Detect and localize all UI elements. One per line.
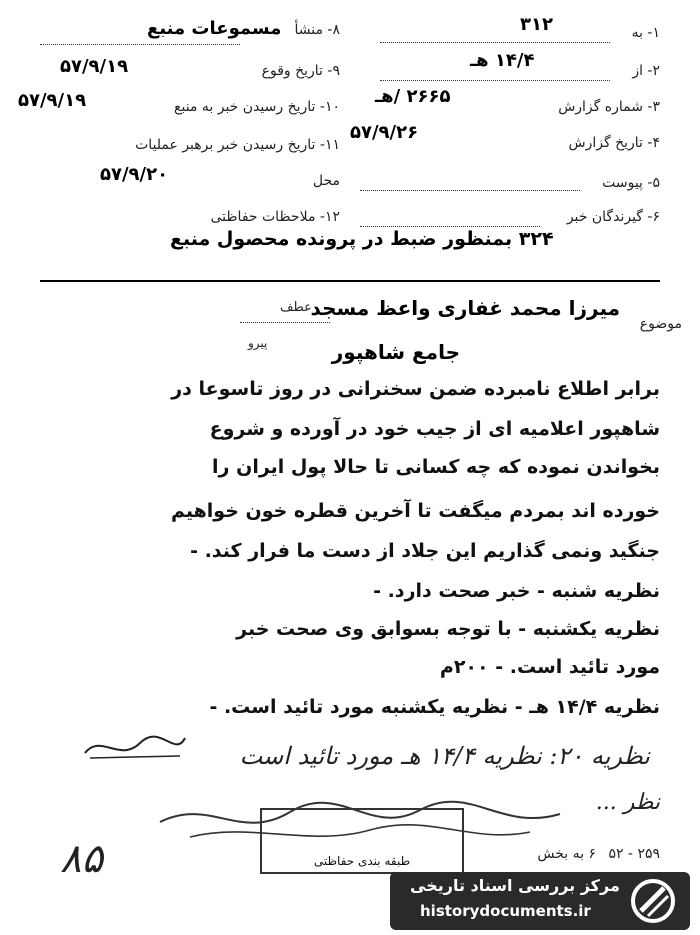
signature-scribble bbox=[80, 728, 190, 768]
field-to-value: ۳۱۲ bbox=[520, 14, 553, 35]
field-from-value: ۱۴/۴ هـ bbox=[470, 50, 535, 71]
header-field-attachment: ۵- پیوست bbox=[602, 175, 660, 191]
body-line-8: مورد تائید است. - ۲۰۰م bbox=[439, 656, 660, 678]
dotted-line bbox=[240, 322, 330, 323]
reference-line bbox=[537, 846, 660, 862]
dotted-line bbox=[380, 80, 610, 81]
body-line-1: برابر اطلاع نامبرده ضمن سخنرانی در روز تاسوعا در bbox=[171, 378, 660, 400]
header-field-source-date: ۱۰- تاریخ رسیدن خبر به منبع bbox=[174, 99, 340, 115]
subject-label: موضوع bbox=[639, 316, 682, 332]
header-field-place: محل bbox=[312, 173, 340, 189]
body-line-3: بخواندن نموده که چه کسانی تا حالا پول ایران را bbox=[212, 456, 660, 478]
classification-stamp bbox=[260, 808, 464, 874]
body-line-5: جنگید ونمی گذاریم این جلاد از دست ما فرار کند. - bbox=[190, 540, 660, 562]
dotted-line bbox=[360, 190, 580, 191]
dotted-line bbox=[40, 44, 240, 45]
page-number-handwritten: ۸۵ bbox=[60, 836, 103, 882]
watermark-org: مرکز بررسی اسناد تاریخی bbox=[410, 876, 620, 895]
field-source-date-value: ۵۷/۹/۱۹ bbox=[18, 90, 87, 111]
field-report-number-value: ۲۶۶۵ /هـ bbox=[375, 86, 451, 107]
body-line-6: نظریه شنبه - خبر صحت دارد. - bbox=[373, 580, 660, 602]
header-field-occurrence-date: ۹- تاریخ وقوع bbox=[261, 63, 340, 79]
header-field-recipients: ۶- گیرندگان خبر bbox=[566, 209, 660, 225]
field-report-date-value: ۵۷/۹/۲۶ bbox=[350, 122, 419, 143]
reference-label: ۶ به بخش bbox=[537, 846, 596, 862]
header-field-report-date: ۴- تاریخ گزارش bbox=[568, 135, 660, 151]
header-field-from: ۲- از bbox=[632, 63, 660, 79]
subject-line-2: جامع شاهپور bbox=[331, 340, 460, 364]
subject-note-peyro: پیرو bbox=[248, 336, 268, 350]
header-field-to: ۱- به bbox=[631, 25, 660, 41]
body-line-2: شاهپور اعلامیه ای از جیب خود در آورده و شروع bbox=[209, 418, 660, 440]
field-occurrence-date-value: ۵۷/۹/۱۹ bbox=[60, 56, 129, 77]
header-field-origin: ۸- منشأ مسموعات منبع bbox=[147, 18, 340, 39]
dotted-line bbox=[360, 226, 540, 227]
header-field-report-number: ۳- شماره گزارش bbox=[558, 99, 660, 115]
recipients-line: ۳۲۴ بمنظور ضبط در پرونده محصول منبع bbox=[170, 228, 554, 250]
field-place-value: ۵۷/۹/۲۰ bbox=[100, 164, 169, 185]
stamp-label: طبقه بندی حفاظتی bbox=[313, 854, 411, 868]
body-line-4: خورده اند بمردم میگفت تا آخرین قطره خون خواهیم bbox=[170, 500, 660, 522]
subject-note-atf: عطف bbox=[280, 300, 312, 315]
dotted-line bbox=[380, 42, 610, 43]
handwritten-note-2: نظر ... bbox=[595, 790, 660, 815]
reference-number: ۲۵۹ - ۵۲ bbox=[608, 846, 660, 862]
header-divider bbox=[40, 280, 660, 282]
header-field-ops-date: ۱۱- تاریخ رسیدن خبر برهبر عملیات bbox=[135, 137, 340, 153]
body-line-7: نظریه یکشنبه - با توجه بسوابق وی صحت خبر bbox=[236, 618, 660, 640]
subject-value: میرزا محمد غفاری واعظ مسجد bbox=[310, 296, 620, 320]
watermark-url: historydocuments.ir bbox=[420, 902, 591, 920]
header-field-security-notes: ۱۲- ملاحظات حفاظتی bbox=[210, 209, 340, 225]
body-line-9: نظریه ۱۴/۴ هـ - نظریه یکشنبه مورد تائید است. - bbox=[209, 696, 660, 718]
handwritten-note-1: نظریه ۲۰: نظریه ۱۴/۴ هـ مورد تائید است bbox=[239, 742, 650, 770]
watermark-logo-icon bbox=[626, 876, 680, 926]
